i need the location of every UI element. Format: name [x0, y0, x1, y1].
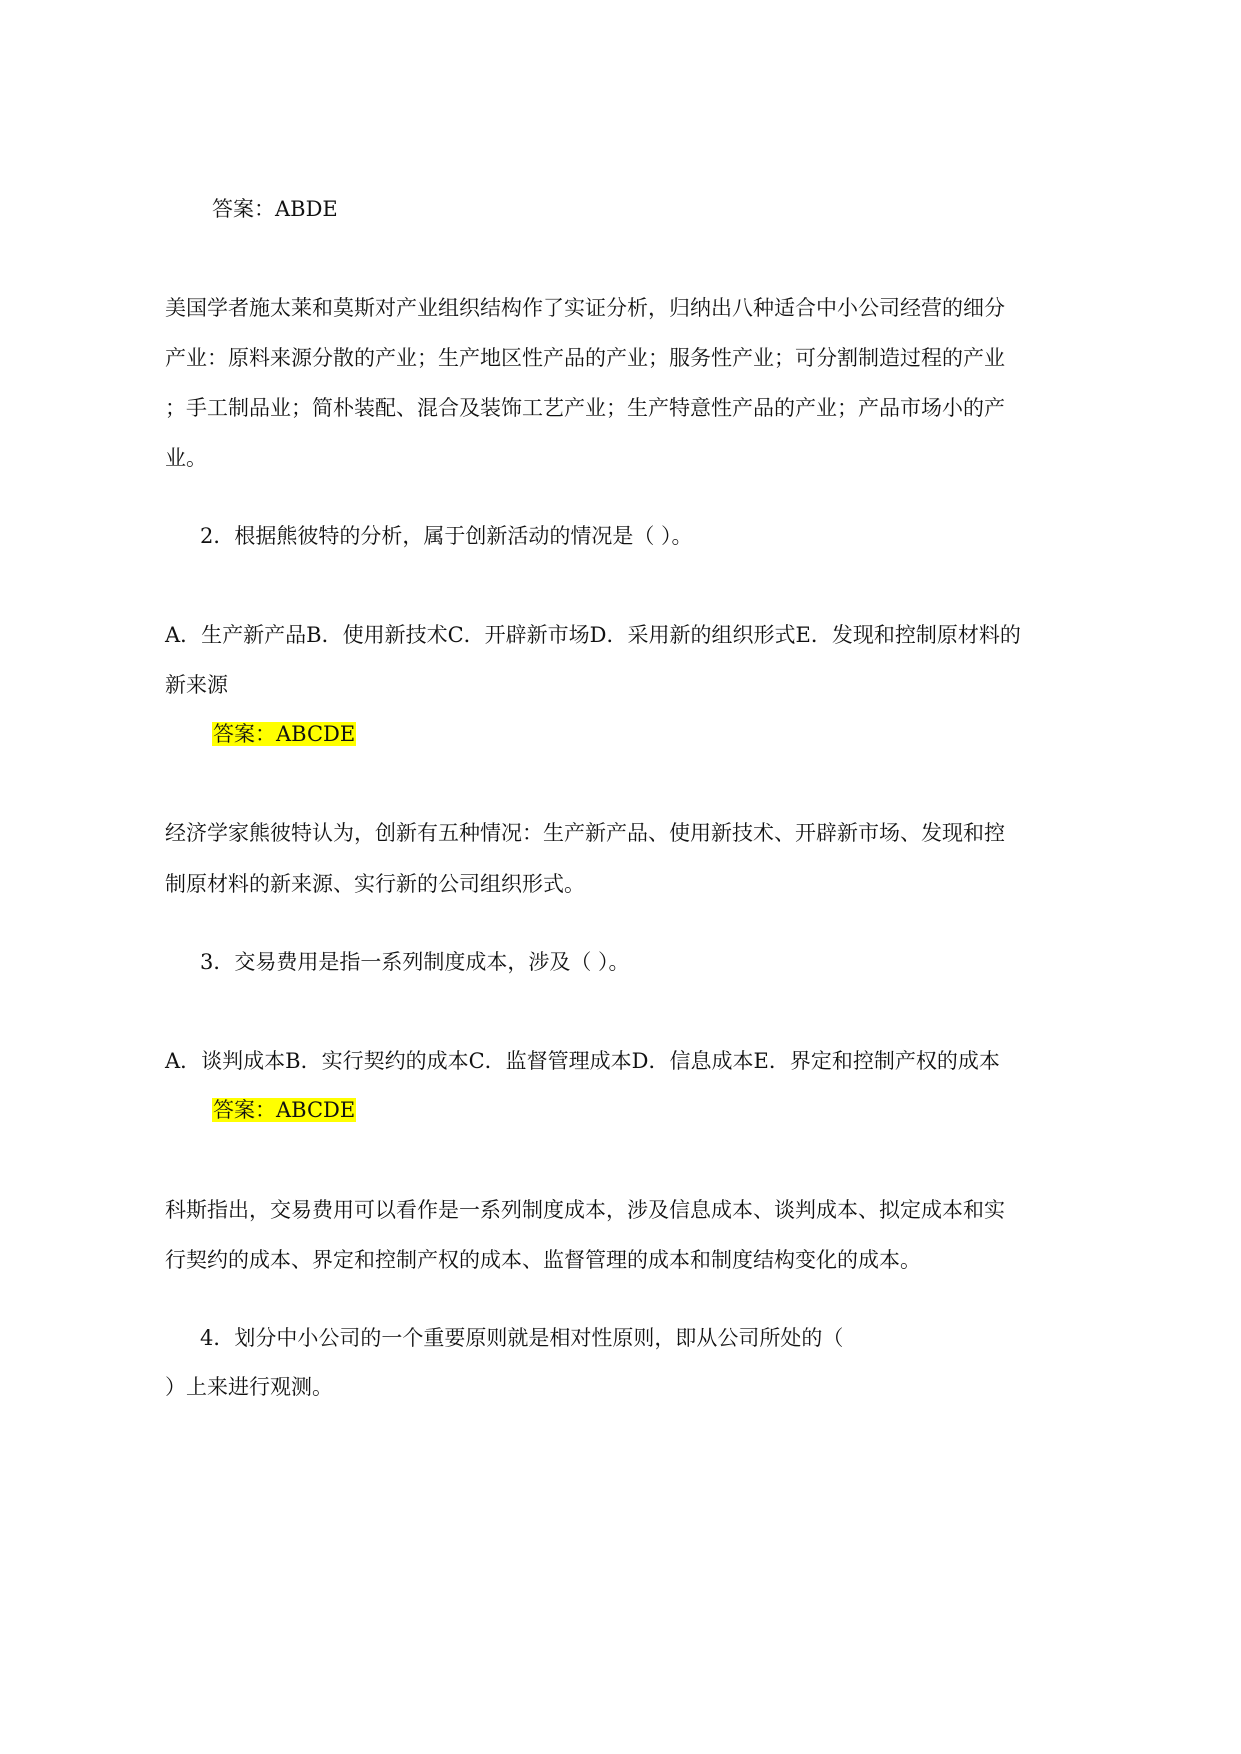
answer-3: [212, 1096, 356, 1124]
answer-2: [212, 720, 356, 748]
options-2-line-2: 新来源: [165, 673, 228, 697]
question-3: 3．交易费用是指一系列制度成本，涉及（ ）。: [200, 950, 630, 974]
explanation-3-line-1: 科斯指出，交易费用可以看作是一系列制度成本，涉及信息成本、谈判成本、拟定成本和实: [165, 1198, 1005, 1222]
options-3: A．谈判成本B．实行契约的成本C．监督管理成本D．信息成本E．界定和控制产权的成本: [165, 1049, 1000, 1073]
explanation-2-line-2: 制原材料的新来源、实行新的公司组织形式。: [165, 872, 585, 896]
explanation-1-line-1: 美国学者施太莱和莫斯对产业组织结构作了实证分析，归纳出八种适合中小公司经营的细分: [165, 296, 1005, 320]
question-4-line-1: 4．划分中小公司的一个重要原则就是相对性原则，即从公司所处的（: [200, 1326, 844, 1350]
question-4-line-2: ）上来进行观测。: [165, 1375, 333, 1399]
options-2-line-1: A．生产新产品B．使用新技术C．开辟新市场D．采用新的组织形式E．发现和控制原材料的: [165, 623, 1021, 647]
explanation-3-line-2: 行契约的成本、界定和控制产权的成本、监督管理的成本和制度结构变化的成本。: [165, 1248, 921, 1272]
explanation-2-line-1: 经济学家熊彼特认为，创新有五种情况：生产新产品、使用新技术、开辟新市场、发现和控: [165, 821, 1005, 845]
answer-2-highlight: 答案：ABCDE: [213, 722, 356, 746]
explanation-1-line-2: 产业：原料来源分散的产业；生产地区性产品的产业；服务性产业；可分割制造过程的产业: [165, 346, 1005, 370]
answer-1: 答案：ABDE: [212, 197, 338, 221]
answer-3-highlight: 答案：ABCDE: [213, 1098, 356, 1122]
question-2: 2．根据熊彼特的分析，属于创新活动的情况是（ ）。: [200, 524, 693, 548]
explanation-1-line-3: ；手工制品业；简朴装配、混合及装饰工艺产业；生产特意性产品的产业；产品市场小的产: [165, 396, 1005, 420]
explanation-1-line-4: 业。: [165, 446, 207, 470]
